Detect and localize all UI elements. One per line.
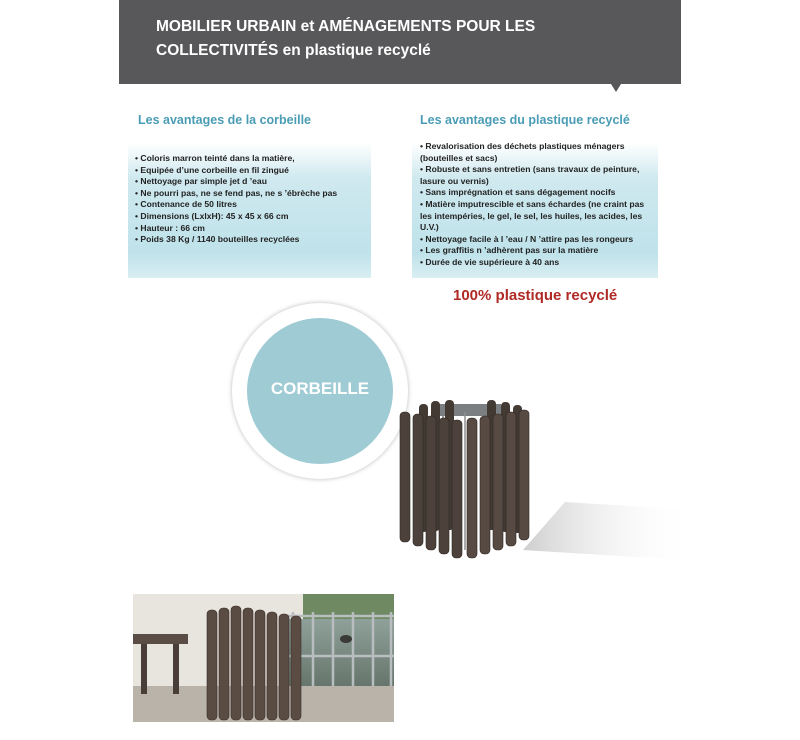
product-badge-disc xyxy=(247,318,393,464)
picnic-table-leg xyxy=(141,644,147,694)
recycled-plastic-list xyxy=(420,141,656,269)
list-item: • Contenance de 50 litres xyxy=(135,199,237,210)
product-badge xyxy=(232,303,408,479)
list-item: • Nettoyage facile à l ’eau / N ’attire pas les rongeurs xyxy=(420,233,634,244)
product-label: CORBEILLE xyxy=(270,379,370,398)
bin-shadow xyxy=(523,502,695,560)
recycled-plastic-heading: Les avantages du plastique recyclé xyxy=(420,113,630,127)
list-item: • Sans imprégnation et sans dégagement nocifs xyxy=(420,187,616,198)
list-item: • Poids 38 Kg / 1140 bouteilles recyclées xyxy=(135,234,300,245)
bin-advantages-list xyxy=(135,153,367,246)
recycled-claim: 100% plastique recyclé xyxy=(453,287,618,304)
banner-notch xyxy=(611,84,621,92)
front-left-slats xyxy=(400,412,462,558)
list-item: • Hauteur : 66 cm xyxy=(135,222,205,233)
list-item: • Durée de vie supérieure à 40 ans xyxy=(420,256,560,267)
list-item: • Coloris marron teinté dans la matière, xyxy=(135,153,295,163)
list-item: • Matière imputrescible et sans échardes (ne craint pas les intempéries, le gel, le sel, les huiles, les acides, les U.V.) xyxy=(420,198,645,233)
bin-advantages-heading: Les avantages de la corbeille xyxy=(138,113,311,127)
header-banner xyxy=(119,0,681,84)
banner-title-line-1: MOBILIER URBAIN et AMÉNAGEMENTS POUR LES xyxy=(156,18,536,35)
list-item: • Nettoyage par simple jet d ’eau xyxy=(135,176,267,187)
list-item: • Revalorisation des déchets plastiques ménagers (bouteilles et sacs) xyxy=(420,141,625,163)
list-item: • Robuste et sans entretien (sans travaux de peinture, lasure ou vernis) xyxy=(420,164,640,186)
picnic-table-leg xyxy=(173,644,179,694)
duck xyxy=(340,635,352,643)
recycled-plastic-panel xyxy=(412,111,658,278)
list-item: • Les graffitis n ’adhèrent pas sur la matière xyxy=(420,245,599,256)
list-item: • Ne pourri pas, ne se fend pas, ne s ’ébrèche pas xyxy=(135,187,338,198)
front-right-slats xyxy=(467,410,529,558)
picnic-table-top xyxy=(133,634,188,644)
list-item: • Equipée d’une corbeille en fil zingué xyxy=(135,164,289,175)
bin-installation-photo xyxy=(133,594,394,722)
list-item: • Dimensions (LxlxH): 45 x 45 x 66 cm xyxy=(135,210,289,221)
bin-advantages-panel xyxy=(128,111,371,278)
bin-product-image xyxy=(395,390,695,570)
banner-title-line-2: COLLECTIVITÉS en plastique recyclé xyxy=(156,42,431,59)
